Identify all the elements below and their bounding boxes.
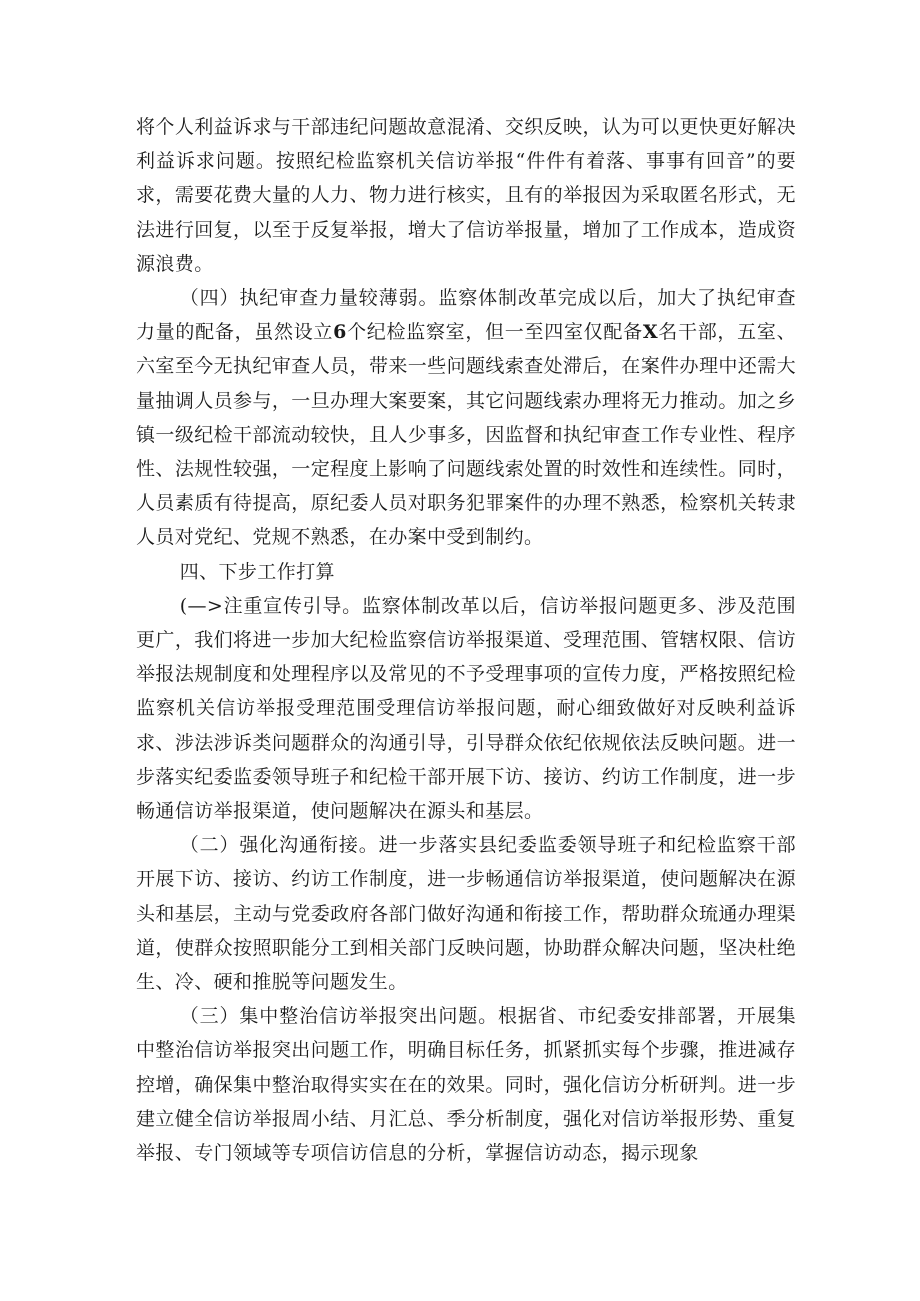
paragraph-publicity-guidance: (—>注重宣传引导。监察体制改革以后，信访举报问题更多、涉及范围更广，我们将进一步加大纪检监察信访举报渠道、受理范围、管辖权限、信访举报法规制度和处理程序以及常见的不予受理事项的宣传力度，严格按照纪检监察机关信访举报受理范围受理信访举报问题，耐心细致做好对反映利益诉求、涉法涉诉类问题群众的沟通引导，引导群众依纪依规依法反映问题。进一步落实纪委监委领导班子和纪检干部开展下访、接访、约访工作制度，进一步畅通信访举报渠道，使问题解决在源头和基层。 bbox=[136, 594, 796, 823]
bold-placeholder-x: X bbox=[642, 321, 658, 344]
paragraph-text-segment: 名干部，五室、六室至今无执纪审查人员，带来一些问题线索查处滞后，在案件办理中还需大量抽调人员参与，一旦办理大案要案，其它问题线索办理将无力推动。加之乡镇一级纪检干部流动较快，且人少事多，因监督和执纪审查工作专业性、程序性、法规性较强，一定程度上影响了问题线索处置的时效性和连续性。同时，人员素质有待提高，原纪委人员对职务犯罪案件的办理不熟悉，检察机关转隶人员对党纪、党规不熟悉，在办案中受到制约。 bbox=[136, 321, 796, 549]
paragraph-rectification: （三）集中整治信访举报突出问题。根据省、市纪委安排部署，开展集中整治信访举报突出问题工作，明确目标任务，抓紧抓实每个步骤，推进减存控增，确保集中整治取得实实在在的效果。同时，强化信访分析研判。进一步建立健全信访举报周小结、月汇总、季分析制度，强化对信访举报形势、重复举报、专门领域等专项信访信息的分析，掌握信访动态，揭示现象 bbox=[136, 1005, 796, 1165]
paragraph-text-segment: 个纪检监察室，但一至四室仅配备 bbox=[346, 321, 643, 344]
paragraph-communication: （二）强化沟通衔接。进一步落实县纪委监委领导班子和纪检监察干部开展下访、接访、约访工作制度，进一步畅通信访举报渠道，使问题解决在源头和基层，主动与党委政府各部门做好沟通和衔接工作，帮助群众琉通办理渠道，使群众按照职能分工到相关部门反映问题，协助群众解决问题，坚决杜绝生、冷、硬和推脱等问题发生。 bbox=[136, 834, 796, 994]
paragraph-text-segment: （四）执纪审查力量较薄弱。监察体制改革完成以后，加大了执纪审查力量的配备，虽然设立 bbox=[136, 287, 796, 344]
bold-number-six: 6 bbox=[333, 321, 347, 344]
document-body bbox=[136, 110, 796, 1170]
paragraph-discipline-review bbox=[136, 281, 796, 555]
section-heading-next-steps: 四、下步工作打算 bbox=[179, 560, 335, 583]
paragraph-complaint-issues: 将个人利益诉求与干部违纪问题故意混淆、交织反映，认为可以更快更好解决利益诉求问题。按照纪检监察机关信访举报“件件有着落、事事有回音”的要求，需要花费大量的人力、物力进行核实，且有的举报因为采取匿名形式，无法进行回复，以至于反复举报，增大了信访举报量，增加了工作成本，造成资源浪费。 bbox=[136, 116, 796, 275]
